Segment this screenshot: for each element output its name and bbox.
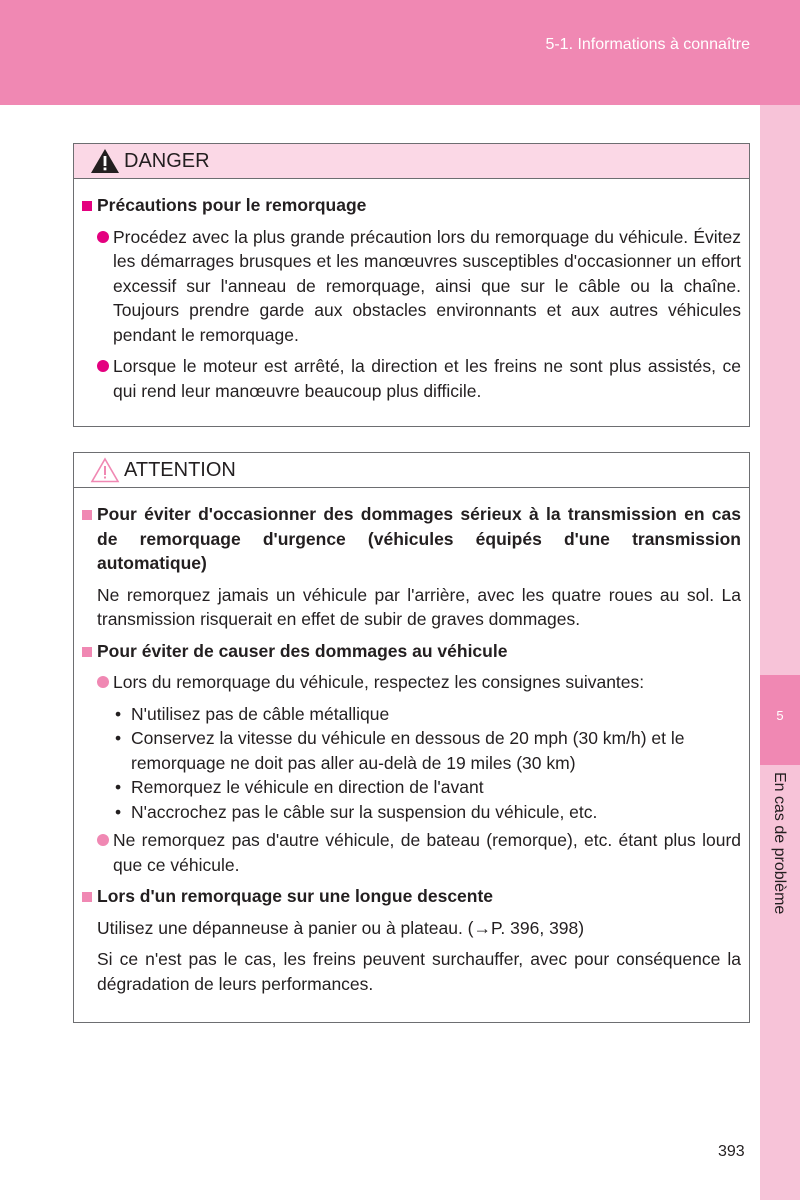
attention-box xyxy=(73,452,750,1023)
warning-outline-icon xyxy=(90,456,124,484)
danger-header xyxy=(74,144,749,179)
attention-paragraph: Utilisez une dépanneuse à panier ou à plateau. (→P. 396, 398) xyxy=(97,917,585,938)
danger-heading: Précautions pour le remorquage xyxy=(82,193,741,218)
instruction-list xyxy=(115,702,741,825)
list-item: • Conservez la vitesse du véhicule en dessous de 20 mph (30 km/h) et le remorquage ne doit pas aller au-delà de 19 miles (30 km) xyxy=(115,728,685,773)
danger-body xyxy=(74,179,749,422)
attention-header xyxy=(74,453,749,488)
danger-bullet: Procédez avec la plus grande précaution lors du remorquage du véhicule. Évitez les démarrages brusques et les manœuvres susceptibles d'occasionner un effort excessif sur l'anneau de remorquage, ainsi que sur le câble ou la chaîne. Toujours prendre garde aux obstacles environnants et aux autres véhicules pendant le remorquage. xyxy=(97,225,741,348)
attention-bullet: Ne remorquez pas d'autre véhicule, de bateau (remorque), etc. étant plus lourd que ce véhicule. xyxy=(97,828,741,877)
danger-title: DANGER xyxy=(124,149,210,172)
square-bullet-icon xyxy=(82,510,92,520)
side-band xyxy=(760,105,800,1200)
dot-bullet-icon xyxy=(97,360,109,372)
dot-bullet-icon xyxy=(97,676,109,688)
chapter-number: 5 xyxy=(776,708,784,723)
warning-filled-icon xyxy=(90,147,124,175)
section-title: 5-1. Informations à connaître xyxy=(545,36,750,53)
square-bullet-icon xyxy=(82,647,92,657)
list-item: • N'utilisez pas de câble métallique xyxy=(115,703,390,724)
square-bullet-icon xyxy=(82,892,92,902)
dot-bullet-icon xyxy=(97,231,109,243)
attention-bullet: Lors du remorquage du véhicule, respectez les consignes suivantes: xyxy=(97,670,741,695)
attention-title: ATTENTION xyxy=(124,458,236,481)
dot-bullet-icon xyxy=(97,834,109,846)
attention-heading-1: Pour éviter d'occasionner des dommages sérieux à la transmission en cas de remorquage d'urgence (véhicules équipés d'une transmission automatique) xyxy=(82,502,741,576)
attention-paragraph: Ne remorquez jamais un véhicule par l'arrière, avec les quatre roues au sol. La transmission risquerait en effet de subir de graves dommages. xyxy=(97,584,741,629)
attention-heading-3: Lors d'un remorquage sur une longue descente xyxy=(82,884,741,909)
list-item: • N'accrochez pas le câble sur la suspension du véhicule, etc. xyxy=(115,801,598,822)
danger-bullet: Lorsque le moteur est arrêté, la direction et les freins ne sont plus assistés, ce qui rend leur manœuvre beaucoup plus difficile. xyxy=(97,354,741,403)
attention-paragraph: Si ce n'est pas le cas, les freins peuvent surchauffer, avec pour conséquence la dégradation de leurs performances. xyxy=(97,949,741,994)
list-item: • Remorquez le véhicule en direction de l'avant xyxy=(115,777,484,797)
danger-box xyxy=(73,143,750,427)
attention-body xyxy=(74,488,749,1015)
page-number: 393 xyxy=(718,1143,745,1160)
square-bullet-icon xyxy=(82,201,92,211)
chapter-label: En cas de problème xyxy=(771,772,788,915)
attention-heading-2: Pour éviter de causer des dommages au véhicule xyxy=(82,639,741,664)
